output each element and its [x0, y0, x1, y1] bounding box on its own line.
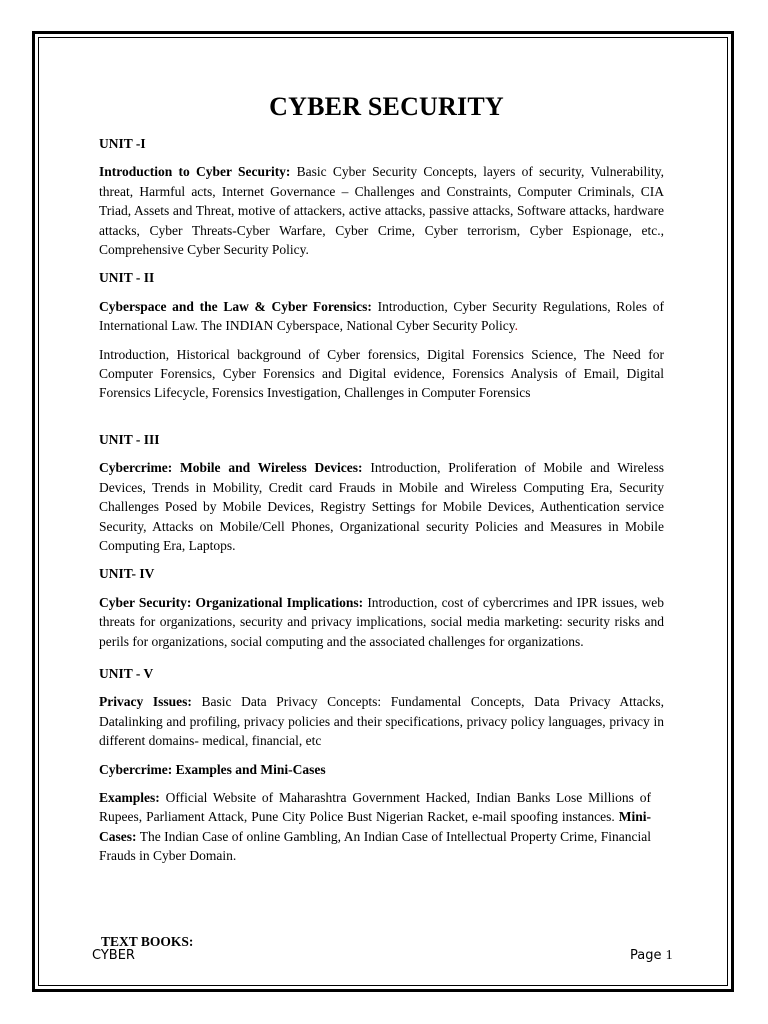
minicases-lead: Mini-Cases:: [99, 809, 651, 844]
examples-text: Official Website of Maharashtra Government Hacked, Indian Banks Lose Millions of Rupees, Parliament Attack, Pune City Police Bust Nigerian Racket, e-mail spoofing instances.: [99, 789, 651, 825]
unit-2-lead: Cyberspace and the Law & Cyber Forensics:: [99, 298, 372, 314]
unit-2-paragraph-2: Introduction, Historical background of Cyber forensics, Digital Forensics Science, The Need for Computer Forensics, Cyber Forensics and Digital evidence, Forensics Analysis of Email, Digital Forensics Lifecycle, Forensics Investigation, Challenges in Computer Forensics: [99, 346, 664, 401]
unit-5-subheading: Cybercrime: Examples and Mini-Cases: [99, 761, 326, 777]
footer-page-value: 1: [665, 948, 673, 963]
unit-2-period: .: [514, 318, 519, 334]
footer-left-text: CYBER: [92, 948, 135, 963]
unit-4-lead: Cyber Security: Organizational Implications:: [99, 594, 364, 610]
unit-4-paragraph: [99, 593, 664, 651]
document-body: [99, 90, 664, 875]
unit-3-text: Introduction, Proliferation of Mobile and Wireless Devices, Trends in Mobility, Credit card Frauds in Mobile and Wireless Computing Era, Security Challenges Posed by Mobile Devices, Registry Settings for Mobile Devices, Authentication service Security, Attacks on Mobile/Cell Phones, Organizational security Policies and Measures in Mobile Computing Era, Laptops.: [99, 460, 664, 553]
unit-4-text: Introduction, cost of cybercrimes and IPR issues, web threats for organizations, security and privacy implications, social media marketing: security risks and perils for organizations, social computing and the associated challenges for organizations.: [99, 594, 665, 649]
unit-1-text: Basic Cyber Security Concepts, layers of security, Vulnerability, threat, Harmful acts, Internet Governance – Challenges and Constraints, Computer Criminals, CIA Triad, Assets and Threat, motive of attackers, active attacks, passive attacks, Software attacks, hardware attacks, Cyber Threats-Cyber Warfare, Cyber Crime, Cyber terrorism, Cyber Espionage, etc., Comprehensive Cyber Security Policy.: [99, 164, 664, 258]
unit-2-text: Introduction, Cyber Security Regulations, Roles of International Law. The INDIAN Cyberspace, National Cyber Security Policy: [99, 298, 664, 334]
document-title: CYBER SECURITY: [269, 92, 504, 121]
unit-1-lead: Introduction to Cyber Security:: [99, 164, 291, 180]
unit-4-heading: UNIT- IV: [99, 566, 155, 582]
examples-lead: Examples:: [99, 789, 160, 805]
footer-page-label: Page: [630, 948, 662, 963]
unit-3-paragraph: [99, 458, 664, 555]
unit-3-lead: Cybercrime: Mobile and Wireless Devices:: [99, 460, 363, 476]
unit-5-lead: Privacy Issues:: [99, 694, 192, 710]
minicases-text: The Indian Case of online Gambling, An Indian Case of Intellectual Property Crime, Financial Frauds in Cyber Domain.: [99, 828, 651, 864]
unit-3-heading: UNIT - III: [99, 431, 160, 447]
footer-page-number: [630, 948, 673, 964]
unit-2-paragraph: [99, 297, 664, 336]
textbooks-heading: TEXT BOOKS:: [101, 934, 194, 949]
unit-1-paragraph: [99, 162, 664, 259]
unit-5-heading: UNIT - V: [99, 665, 154, 681]
unit-5-examples-paragraph: [99, 788, 651, 866]
unit-2-heading: UNIT - II: [99, 270, 155, 286]
unit-1-heading: UNIT -I: [99, 136, 146, 151]
unit-5-text: Basic Data Privacy Concepts: Fundamental Concepts, Data Privacy Attacks, Datalinking and profiling, privacy policies and their specifications, privacy policy languages, privacy in different domains- medical, financial, etc: [99, 694, 665, 749]
unit-5-paragraph: [99, 692, 664, 750]
